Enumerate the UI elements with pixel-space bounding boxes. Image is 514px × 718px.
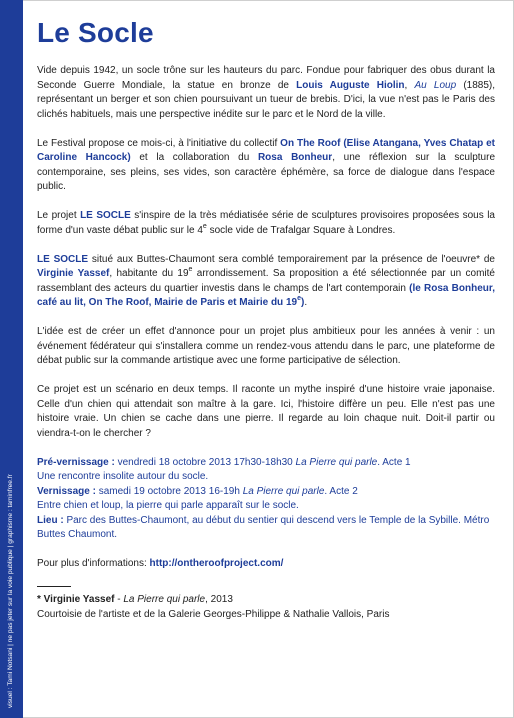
paragraph-idea: L'idée est de créer un effet d'annonce pour un projet plus ambitieux pour les années à venir : un événement fédérateur qui s'installera comme un rendez-vous attendu dans le parc, une plateforme de débat public sur la commande artistique avec une forme participative de sélection. [37,326,495,366]
p2-text-end: , une réflexion sur la sculpture contemporaine, ses pleins, ses vides, son caractère éphémère, sa force de dialogue dans l'espace public. [37,152,496,192]
footnote-sep: - [114,594,124,605]
footnote [37,593,495,622]
place-label: Lieu : [37,514,64,526]
actors-close: ) [300,297,305,308]
footnote-divider [37,586,71,587]
paragraph-history [37,64,495,122]
partner-name: Rosa Bonheur [257,152,333,163]
p3-text-end: socle vide de Trafalgar Square à Londres. [206,224,396,236]
ordinal-sup: e [297,295,301,302]
p1-sep: , [404,79,415,91]
work-title: Au Loup [414,79,457,91]
p3-text-mid: s'inspire de la très médiatisée série de sculptures provisoires proposées sous la forme d'un vaste débat public sur le 4 [37,210,495,236]
paragraph-selection [37,253,495,311]
preview-act: . Acte 1 [377,456,411,468]
p4-text: situé aux Buttes-Chaumont sera comblé temporairement par la présence de l'oeuvre* de [88,253,495,265]
collective-name: On The Roof (Elise Atangana, Yves Chatap et Caroline Hancock) [37,137,496,163]
preview-label: Pré-vernissage : [37,456,115,468]
preview-date: vendredi 18 octobre 2013 17h30-18h30 [114,456,296,468]
opening-date: samedi 19 octobre 2013 16-19h [95,485,243,497]
ordinal-sup: e [202,222,207,230]
info-line [37,557,495,572]
p3-text: Le projet [37,210,81,221]
p4-text-mid: , habitante du 19 [109,268,189,279]
paragraph-project [37,209,495,238]
paragraph-festival [37,137,495,195]
sidebar-band [0,0,23,718]
footnote-artist: Virginie Yassef [43,594,115,605]
preview-desc: Une rencontre insolite autour du socle. [37,471,209,482]
footnote-credit: Courtoisie de l'artiste et de la Galerie Georges-Philippe & Nathalie Vallois, Paris [37,608,390,620]
opening-title: La Pierre qui parle [242,485,325,497]
project-name: LE SOCLE [37,253,89,265]
footnote-year: , 2013 [205,594,233,605]
event-preview [37,456,495,485]
p1-text: Vide depuis 1942, un socle trône sur les hauteurs du parc. Fondue pour fabriquer des obus durant la Seconde Guerre Mondiale, la statue en bronze de [37,65,495,91]
sidebar-credit: visuel : Tami Notsani | ne pas jeter sur la voie publique | graphisme : taminfree.fr [7,474,14,708]
opening-act: . Acte 2 [324,485,358,497]
preview-title: La Pierre qui parle [295,456,378,468]
artist-link[interactable]: Louis Auguste Hiolin [296,79,405,91]
event-place [37,514,495,543]
project-name: LE SOCLE [80,210,131,221]
p1-text-end: (1885), représentant un berger et son chien poursuivant un tueur de brebis. D'ici, la vue n'est pas le Paris des clichés habituels, mais une perspective inédite sur le parc et le Nord de la ville. [37,79,496,120]
website-link[interactable]: http://ontheroofproject.com/ [149,558,284,569]
info-text: Pour plus d'informations: [37,558,150,569]
event-opening [37,485,495,514]
ordinal-sup: e [188,266,193,273]
footnote-work: La Pierre qui parle [123,594,206,605]
opening-label: Vernissage : [37,485,96,497]
place-desc: Parc des Buttes-Chaumont, au début du sentier qui descend vers le Temple de la Sybille. Métro Buttes Chaumont. [37,514,490,540]
p4-end: . [304,297,308,308]
page-title: Le Socle [37,17,154,48]
artist-name: Virginie Yassef [37,268,110,279]
opening-desc: Entre chien et loup, la pierre qui parle apparaît sur le socle. [37,500,299,511]
paragraph-scenario: Ce projet est un scénario en deux temps. Il raconte un mythe inspiré d'une histoire vraie japonaise. Celle d'un chien qui attendait son maître à la gare. Ici, l'histoire diffère un peu. Elle n'est pas une histoire vraie. Un chien se cache dans une pierre. Il regarde au loin chaque nuit. Doit-il partir ou viendra-t-on le chercher ? [37,384,495,439]
p2-text: Le Festival propose ce mois-ci, à l'initiative du collectif [37,137,281,149]
actors-list: (le Rosa Bonheur, café au lit, On The Roof, Mairie de Paris et Mairie du 19 [37,282,495,308]
p2-text-mid: et la collaboration du [130,152,258,163]
main-content [37,16,495,622]
p4-text-mid2: arrondissement. Sa proposition a été sélectionnée par un comité rassemblant des acteurs du quartier investis dans le champs de l'art contemporain [37,268,495,294]
footnote-star: * [37,594,44,605]
